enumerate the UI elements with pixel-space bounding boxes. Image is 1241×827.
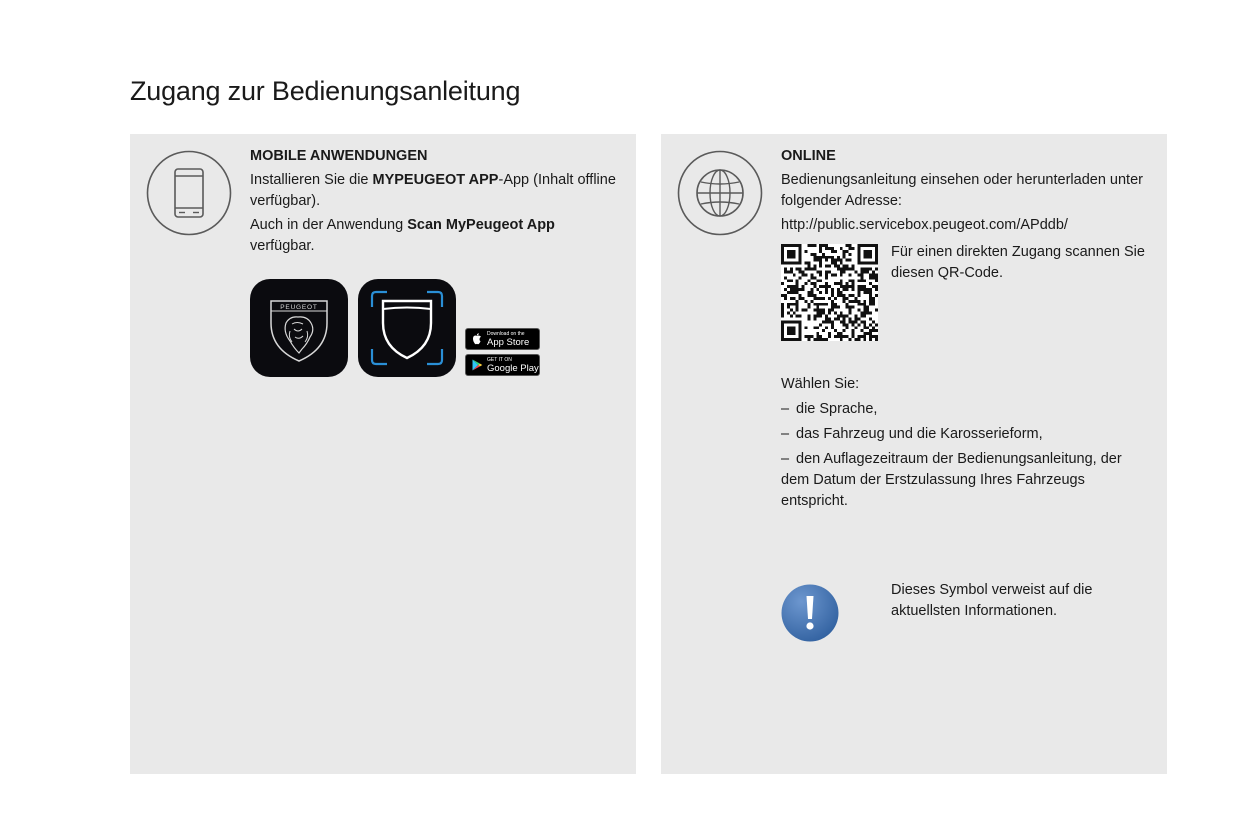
- install-text-suffix: -App (Inhalt offline verfügbar).: [250, 172, 616, 209]
- google-play-icon: [470, 358, 484, 372]
- app-store-small-text: Download on the: [487, 331, 525, 337]
- online-heading: ONLINE: [781, 148, 836, 164]
- scan-app-name: Scan MyPeugeot App: [407, 217, 555, 233]
- exclamation-info-icon: [781, 584, 839, 642]
- online-description: Bedienungsanleitung einsehen oder herunterladen unter folgender Adresse:: [781, 172, 1143, 209]
- manual-url-link[interactable]: http://public.servicebox.peugeot.com/APddb/: [781, 217, 1068, 233]
- install-text-prefix: Installieren Sie die: [250, 172, 373, 188]
- list-dash: –: [781, 426, 790, 442]
- google-play-badge[interactable]: [465, 354, 540, 376]
- info-row: [781, 584, 1151, 644]
- info-symbol-text: Dieses Symbol verweist auf die aktuellsten Informationen.: [891, 582, 1093, 619]
- scan-app-paragraph: [250, 215, 620, 257]
- scan-text-prefix: Auch in der Anwendung: [250, 217, 408, 233]
- app-store-big-text: App Store: [487, 337, 530, 348]
- scan-text-suffix: verfügbar.: [250, 238, 315, 254]
- mobile-apps-panel: [130, 134, 636, 774]
- choose-list: [781, 374, 1151, 512]
- page-title: Zugang zur Bedienungsanleitung: [130, 76, 521, 106]
- choice-vehicle: das Fahrzeug und die Karosserieform,: [796, 426, 1043, 442]
- google-play-big-text: Google Play: [487, 363, 539, 374]
- app-icons-row: [250, 279, 550, 379]
- peugeot-lion-logo-icon: [250, 279, 348, 377]
- qr-row: [781, 242, 1151, 342]
- choice-language: die Sprache,: [796, 401, 878, 417]
- qr-code-icon[interactable]: [781, 244, 878, 341]
- qr-instruction: Für einen direkten Zugang scannen Sie diesen QR-Code.: [891, 244, 1145, 281]
- app-store-badge[interactable]: [465, 328, 540, 350]
- apple-icon: [470, 332, 484, 346]
- google-play-small-text: GET IT ON: [487, 357, 512, 363]
- choose-label: Wählen Sie:: [781, 376, 860, 392]
- mypeugeot-app-icon[interactable]: [250, 279, 348, 377]
- list-dash: –: [781, 451, 790, 467]
- peugeot-logo-text: PEUGEOT: [280, 304, 318, 311]
- list-item: [781, 399, 1151, 420]
- list-dash: –: [781, 401, 790, 417]
- smartphone-icon: [146, 150, 232, 236]
- install-paragraph: [250, 170, 620, 212]
- globe-icon: [677, 150, 763, 236]
- list-item: [781, 424, 1151, 445]
- choice-edition-period: den Auflagezeitraum der Bedienungsanleitung, der dem Datum der Erstzulassung Ihres Fahrzeugs entspricht.: [781, 451, 1122, 509]
- mypeugeot-app-name: MYPEUGEOT APP: [372, 172, 499, 188]
- mobile-heading: MOBILE ANWENDUNGEN: [250, 148, 428, 164]
- list-item: [781, 449, 1151, 512]
- scan-shield-icon: [358, 279, 456, 377]
- online-panel: [661, 134, 1167, 774]
- scan-mypeugeot-app-icon[interactable]: [358, 279, 456, 377]
